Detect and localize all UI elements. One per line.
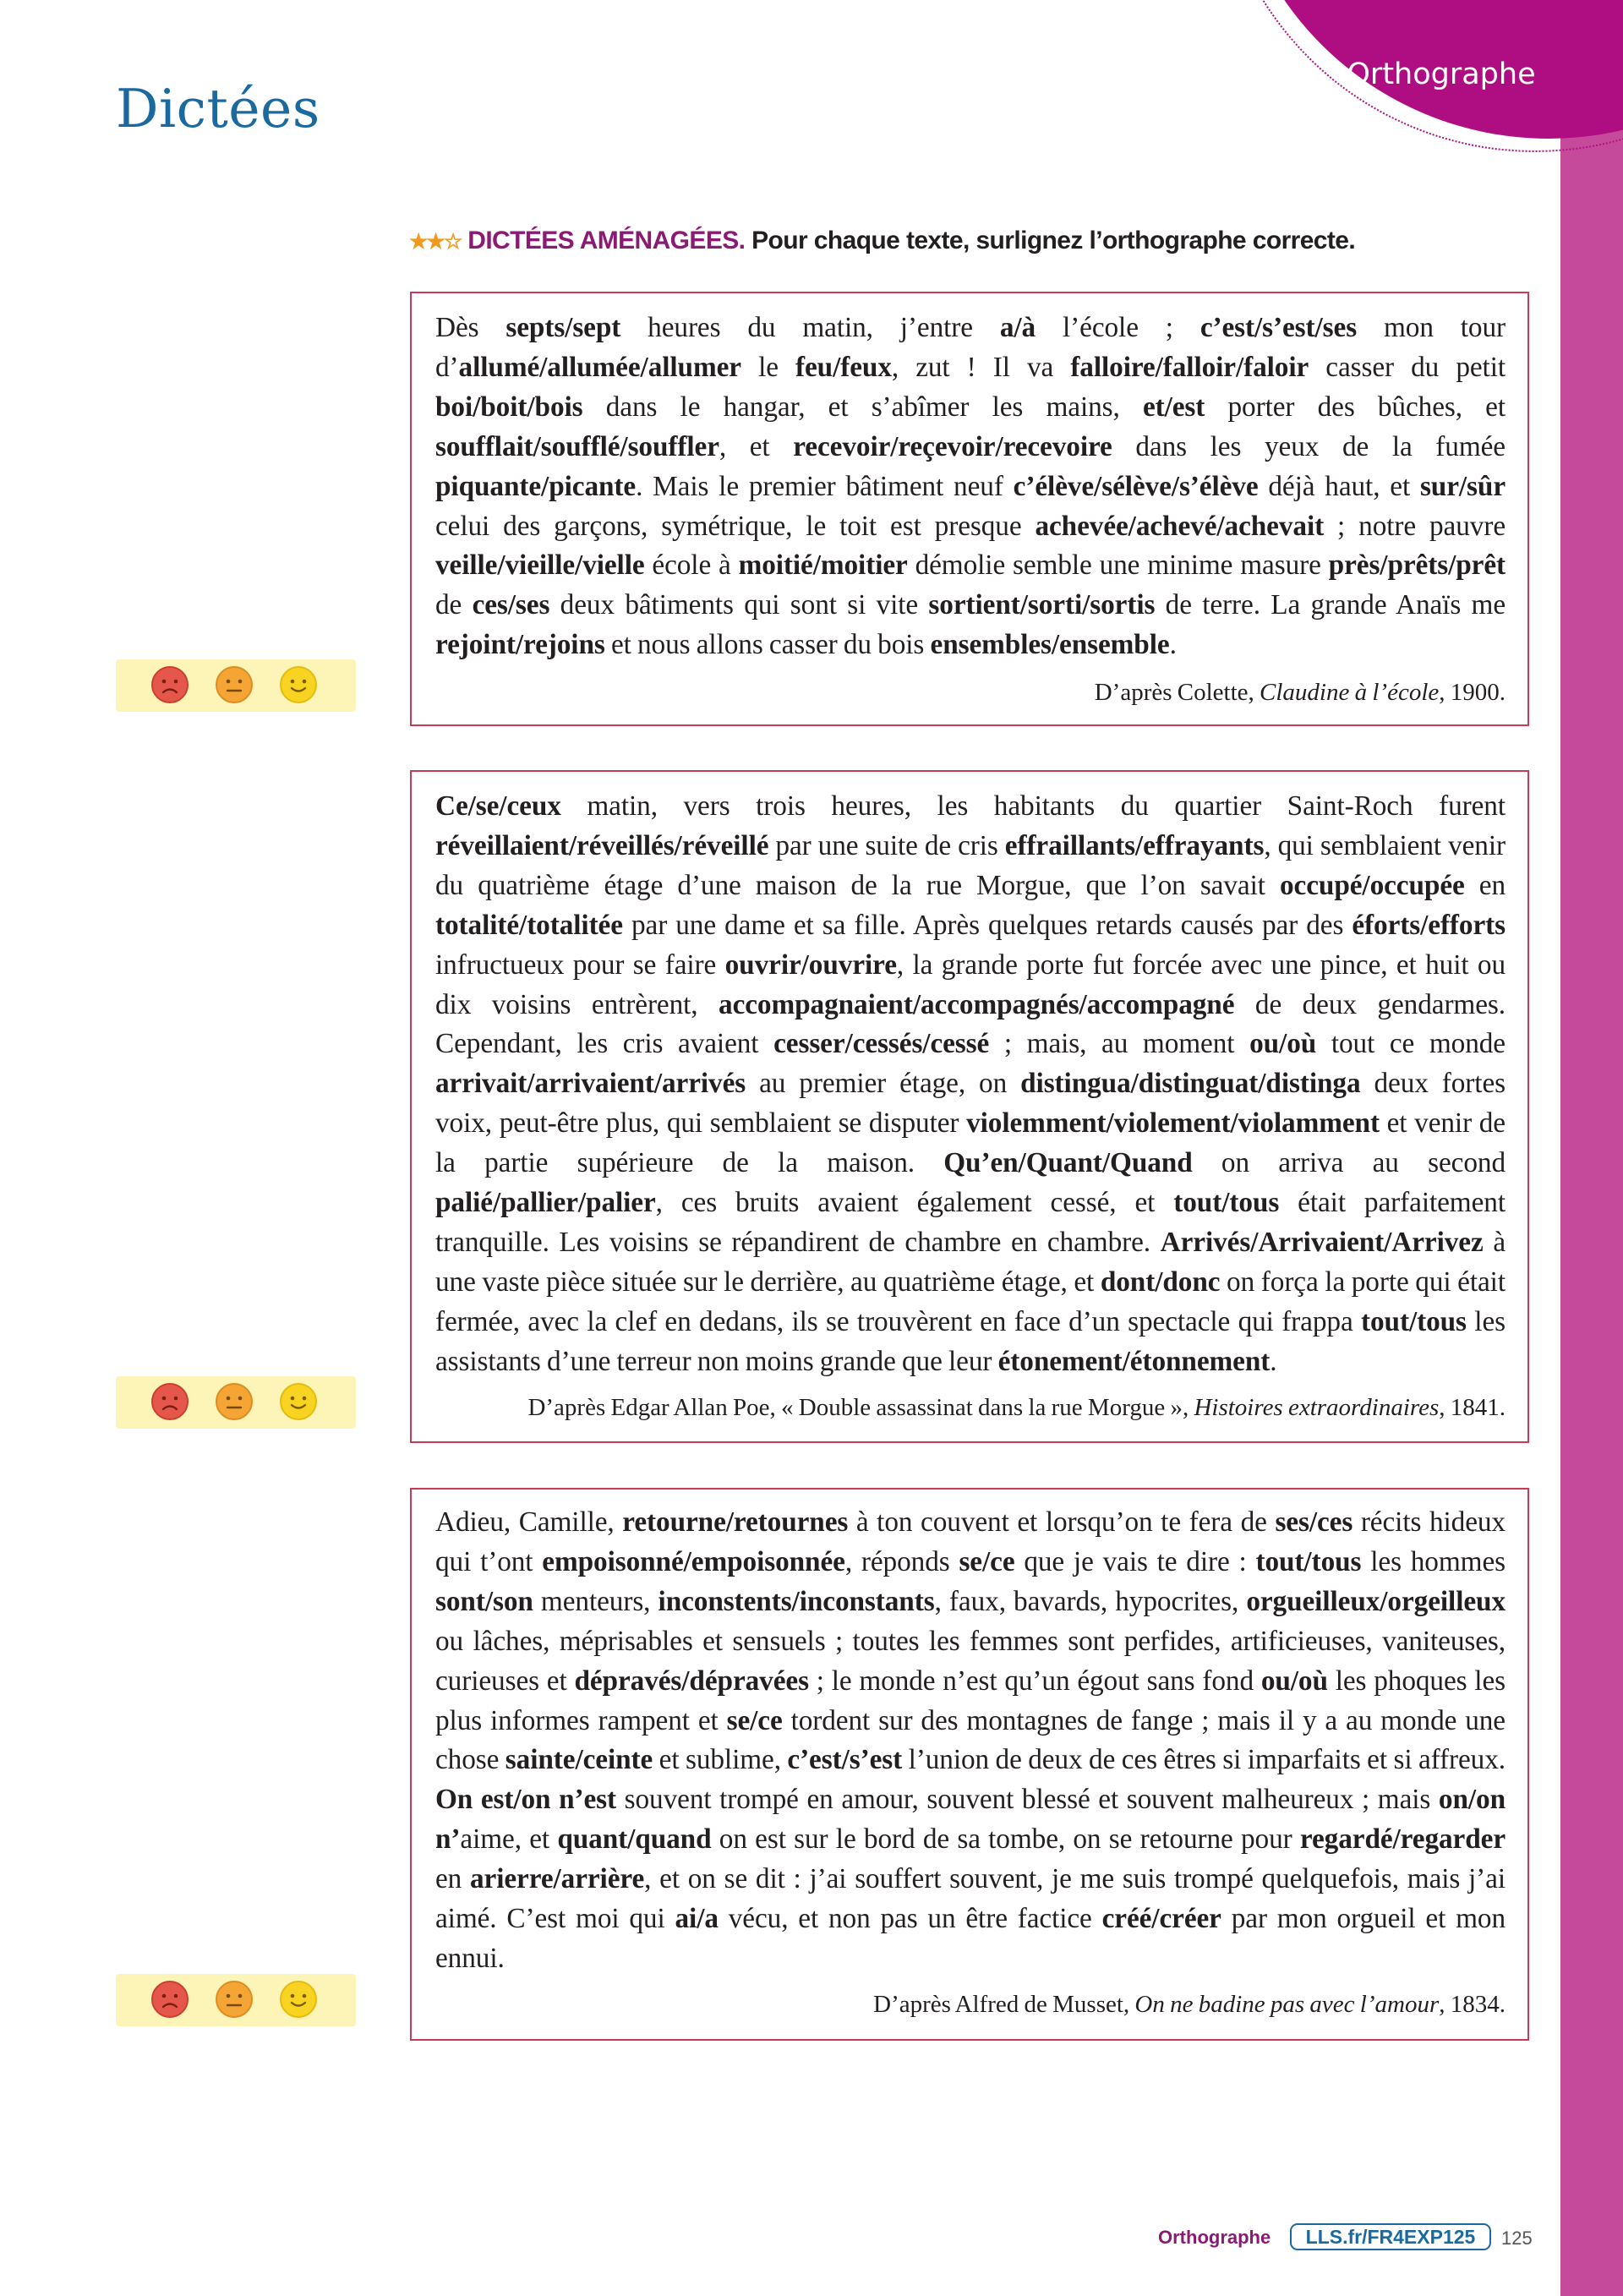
exercise-instruction-text: Pour chaque texte, surlignez l’orthographe correcte. — [745, 227, 1356, 254]
dictee-box-3 — [410, 1488, 1529, 2041]
dictee-text-2: Ce/se/ceux matin, vers trois heures, les habitants du quartier Saint-Roch furent réveillaient/réveillés/réveillé par une suite de cris effraillants/effrayants, qui semblaient venir du quatrième étage d’une maison de la rue Morgue, que l’on savait occupé/occupée en totalité/totalitée par une dame et sa fille. Après quelques retards causés par des éforts/efforts infructueux pour se faire ouvrir/ouvrire, la grande porte fut forcée avec une pince, et huit ou dix voisins entrèrent, accompagnaient/accompagnés/accompagné de deux gendarmes. Cependant, les cris avaient cesser/cessés/cessé ; mais, au moment ou/où tout ce monde arrivait/arrivaient/arrivés au premier étage, on distingua/distinguat/distinga deux fortes voix, peut-être plus, qui semblaient se disputer violemment/violement/violamment et venir de la partie supérieure de la maison. Qu’en/Quant/Quand on arriva au second palié/pallier/palier, ces bruits avaient également cessé, et tout/tous était parfaitement tranquille. Les voisins se répandirent de chambre en chambre. Arrivés/Arrivaient/Arrivez à une vaste pièce située sur le derrière, au quatrième étage, et dont/donc on força la porte qui était fermée, avec la clef en dedans, ils se trouvèrent en face d’un spectacle qui frappa tout/tous les assistants d’une terreur non moins grande que leur étonement/étonnement. — [435, 790, 1506, 1377]
footer-link[interactable]: LLS.fr/FR4EXP125 — [1290, 2223, 1491, 2250]
source-author: D’après Edgar Allan Poe, « Double assassinat dans la rue Morgue », — [527, 1393, 1194, 1421]
sad-face-icon[interactable] — [151, 1981, 189, 2018]
neutral-face-icon[interactable] — [216, 1383, 253, 1420]
sad-face-icon[interactable] — [151, 666, 189, 703]
source-title: Histoires extraordinaires — [1194, 1393, 1440, 1421]
neutral-face-icon[interactable] — [216, 666, 253, 703]
exercise-keyword: DICTÉES AMÉNAGÉES. — [467, 227, 746, 254]
footer-section: Orthographe — [1158, 2227, 1271, 2248]
source-author: D’après Colette, — [1094, 679, 1260, 707]
self-assessment-1 — [116, 659, 356, 712]
dictee-source-3 — [412, 1979, 1527, 2021]
source-year: , 1834. — [1439, 1990, 1506, 2018]
page-footer — [1150, 2223, 1547, 2252]
self-assessment-2 — [116, 1376, 356, 1429]
page-title: Dictées — [116, 78, 320, 139]
source-title: Claudine à l’école — [1260, 679, 1440, 707]
happy-face-icon[interactable] — [280, 1981, 317, 2018]
dictee-text-1: Dès septs/sept heures du matin, j’entre a/à l’école ; c’est/s’est/ses mon tour d’allumé/allumée/allumer le feu/feux, zut ! Il va falloire/falloir/faloir casser du petit boi/boit/bois dans le hangar, et s’abîmer les mains, et/est porter des bûches, et soufflait/soufflé/souffler, et recevoir/reçevoir/recevoire dans les yeux de la fumée piquante/picante. Mais le premier bâtiment neuf c’élève/sélève/s’élève déjà haut, et sur/sûr celui des garçons, symétrique, le toit est presque achevée/achevé/achevait ; notre pauvre veille/vieille/vielle école à moitié/moitier démolie semble une minime masure près/prêts/prêt de ces/ses deux bâtiments qui sont si vite sortient/sorti/sortis de terre. La grande Anaïs me rejoint/rejoins et nous allons casser du bois ensembles/ensemble. — [435, 312, 1506, 661]
happy-face-icon[interactable] — [280, 1383, 317, 1420]
dictee-box-2 — [410, 770, 1529, 1443]
source-author: D’après Alfred de Musset, — [873, 1990, 1135, 2018]
source-title: On ne badine pas avec l’amour — [1134, 1990, 1440, 2018]
section-tab-label: Orthographe — [1347, 57, 1536, 91]
source-year: , 1900. — [1439, 679, 1506, 707]
page-number: 125 — [1501, 2228, 1533, 2249]
side-band — [1560, 0, 1623, 2296]
dictee-text-3: Adieu, Camille, retourne/retournes à ton couvent et lorsqu’on te fera de ses/ces récits hideux qui t’ont empoisonné/empoisonnée, réponds se/ce que je vais te dire : tout/tous les hommes sont/son menteurs, inconstents/inconstants, faux, bavards, hypocrites, orgueilleux/orgeilleux ou lâches, méprisables et sensuels ; toutes les femmes sont perfides, artificieuses, vaniteuses, curieuses et dépravés/dépravées ; le monde n’est qu’un égout sans fond ou/où les phoques les plus informes rampent et se/ce tordent sur des montagnes de fange ; mais il y a au monde une chose sainte/ceinte et sublime, c’est/s’est l’union de deux de ces êtres si imparfaits et si affreux. On est/on n’est souvent trompé en amour, souvent blessé et souvent malheureux ; mais on/on n’aime, et quant/quand on est sur le bord de sa tombe, on se retourne pour regardé/regarder en arierre/arrière, et on se dit : j’ai souffert souvent, je me suis trompé quelquefois, mais j’ai aimé. C’est moi qui ai/a vécu, et non pas un être factice créé/créer par mon orgueil et mon ennui. — [435, 1506, 1506, 1974]
sad-face-icon[interactable] — [151, 1383, 189, 1420]
self-assessment-3 — [116, 1974, 356, 2026]
neutral-face-icon[interactable] — [216, 1981, 253, 2018]
dictee-box-1 — [410, 292, 1529, 726]
dictee-source-2 — [412, 1382, 1527, 1424]
difficulty-stars-icon: ★★☆ — [409, 230, 462, 254]
exercise-instruction — [409, 227, 1542, 255]
dictee-source-1 — [412, 665, 1527, 709]
source-year: , 1841. — [1439, 1393, 1506, 1421]
happy-face-icon[interactable] — [280, 666, 317, 703]
